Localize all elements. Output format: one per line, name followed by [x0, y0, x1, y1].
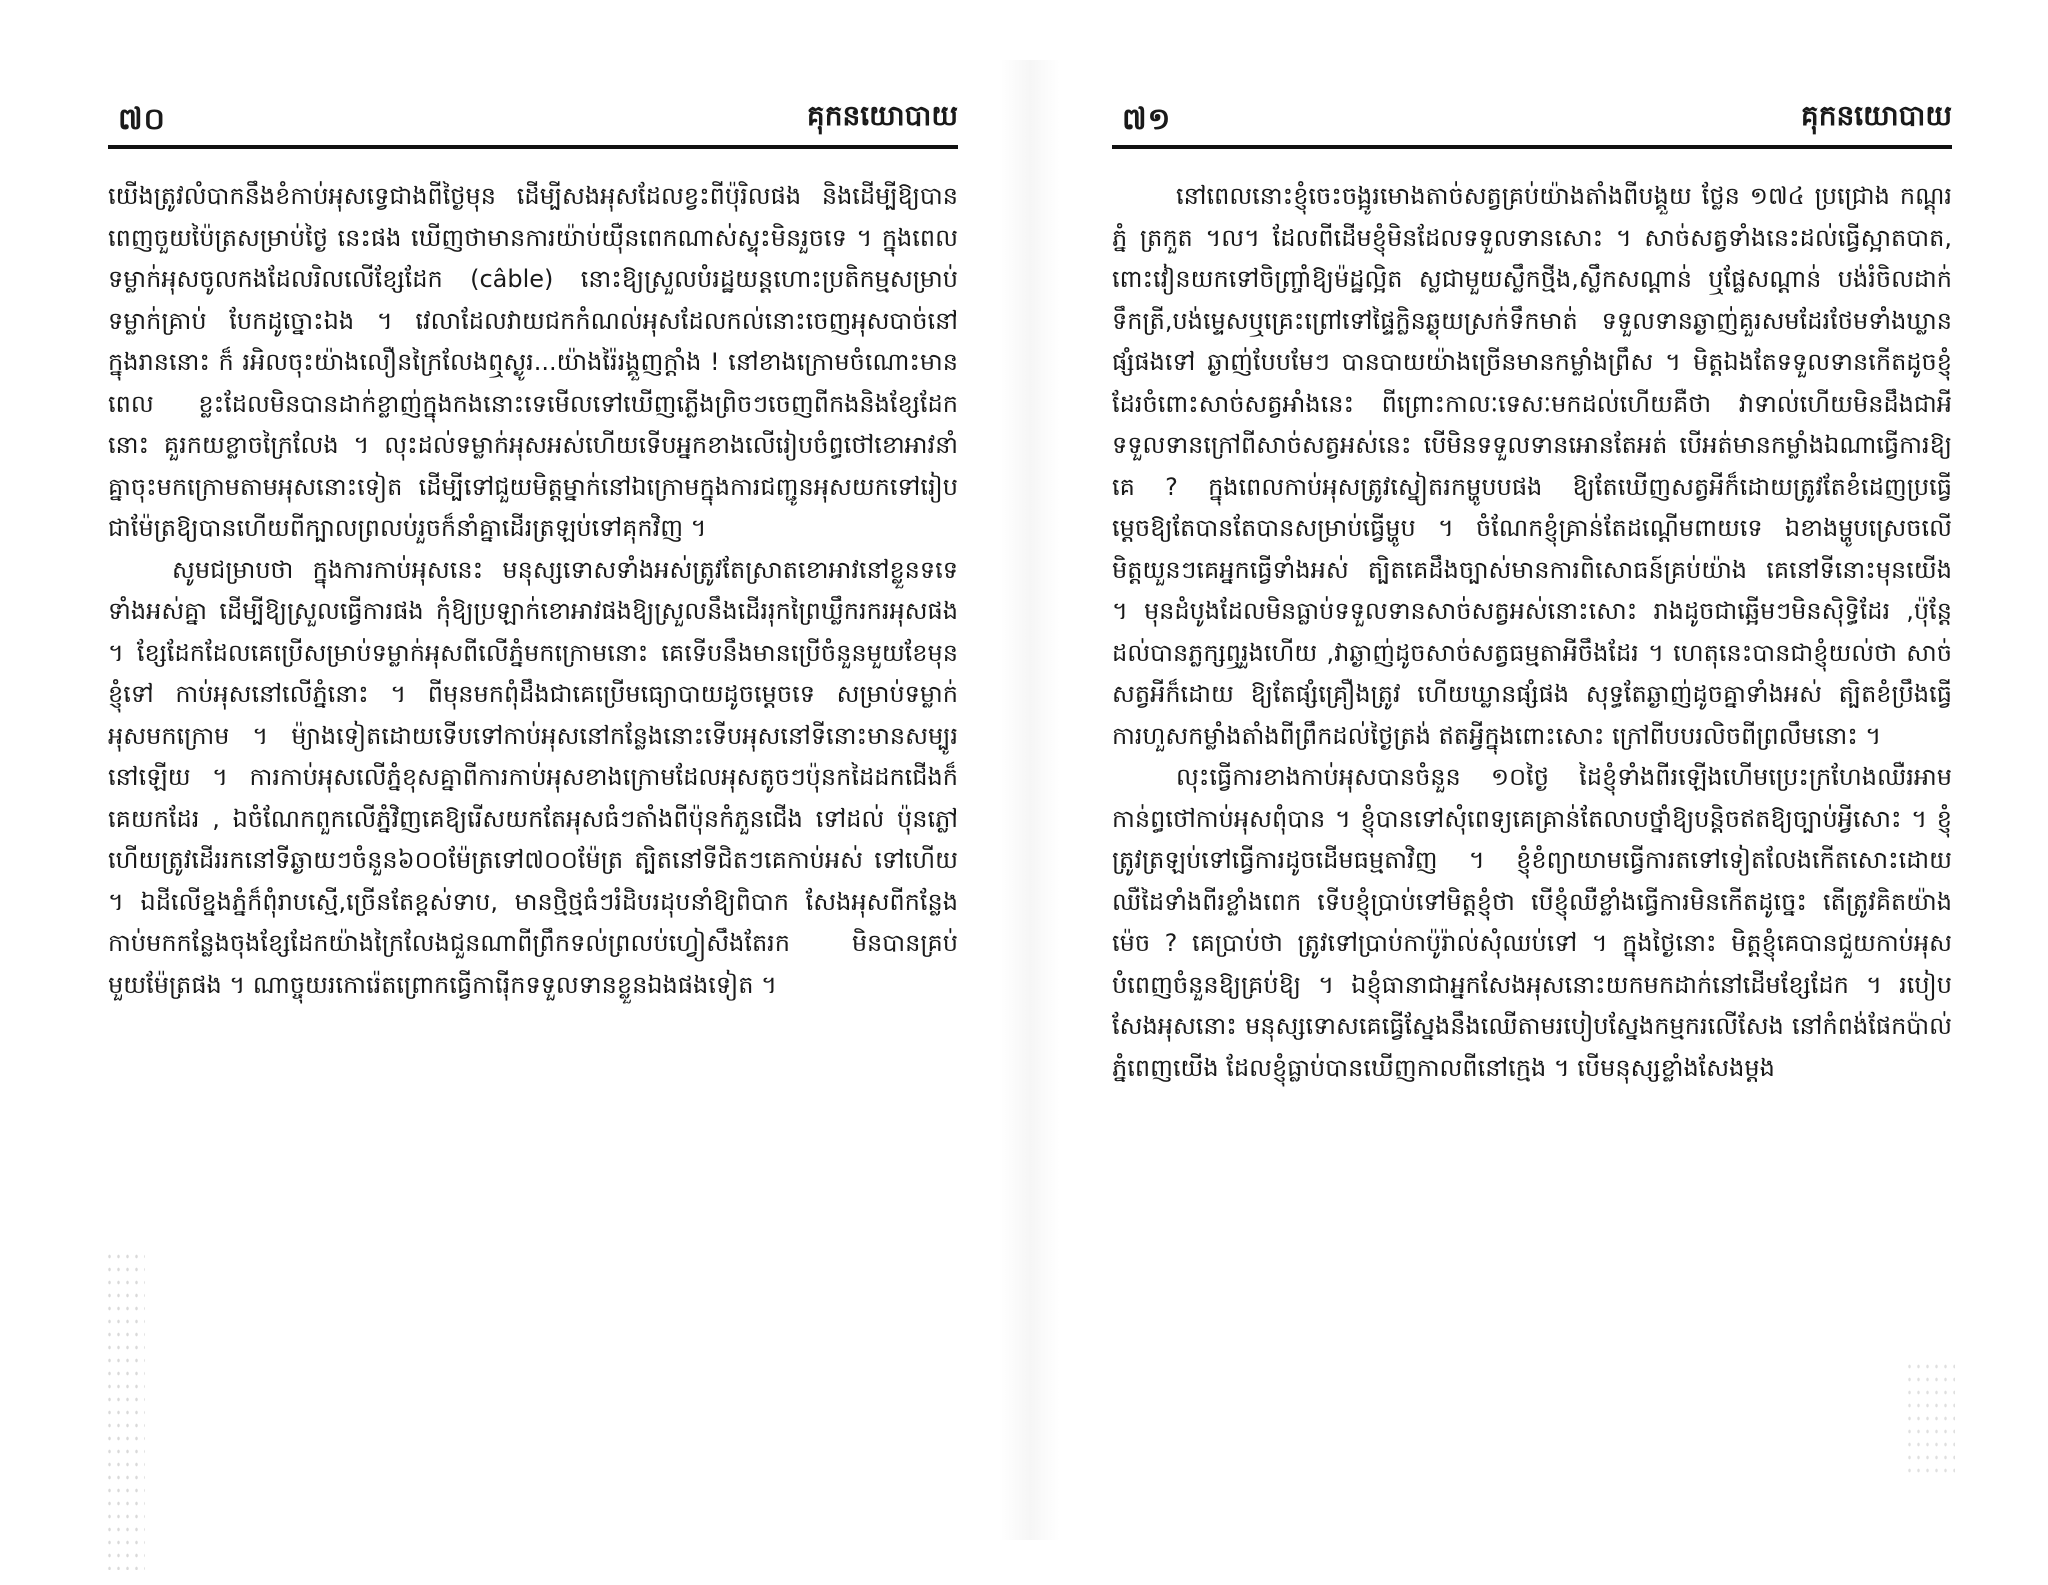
book-gutter	[1000, 60, 1060, 1540]
left-running-head	[108, 96, 958, 140]
scan-specks-right	[1905, 1360, 1955, 1480]
left-page	[108, 0, 958, 1585]
left-header-title: គុកនយោបាយ	[806, 99, 958, 132]
left-paragraph-1: យើងត្រូវលំបាកនឹងខំកាប់អុសទ្វេជាងពីថ្ងៃមុន ដើម្បីសងអុសដែលខ្វះពីប៉ុរិលផង និងដើម្បីឱ្យបានពេញចួយប៉ៃត្រសម្រាប់ថ្ងៃ នេះផង ឃើញថាមានការយ៉ាប់យ៉ឺនពេកណាស់ស្ទុះមិនរួចទេ ។ ក្នុងពេលទម្លាក់អុសចូលកងដែលរិលលើខ្សែដែក (câble) នោះឱ្យស្រួលបំរដ្ឋយន្តហោះប្រតិកម្មសម្រាប់ទម្លាក់គ្រាប់ បែកដូច្នោះឯង ។ វេលាដែលវាយជកកំណល់អុសដែលកល់នោះចេញអុសបាច់នៅក្នុងរាននោះ ក៏ រអិលចុះយ៉ាងលឿនក្រៃលែងឮស្ងូរ...យ៉ាងរ៉ៃរង្គួញក្តាំង ! នៅខាងក្រោមចំណោះមានពេល ខ្លះដែលមិនបានដាក់ខ្លាញ់ក្នុងកងនោះទេមើលទៅឃើញភ្លើងព្រិចៗចេញពីកងនិងខ្សែដែកនោះ គួរកយខ្លាចក្រៃលែង ។ លុះដល់ទម្លាក់អុសអស់ហើយទើបអ្នកខាងលើរៀបចំព្ធថៅខោអាវនាំគ្នាចុះមកក្រោមតាមអុសនោះទៀត ដើម្បីទៅជួយមិត្តម្នាក់នៅឯក្រោមក្នុងការជញ្ជូនអុសយកទៅរៀបជាម៉ែត្រឱ្យបានហើយពីក្បាលព្រលប់រួចក៏នាំគ្នាដើរត្រឡប់ទៅគុកវិញ ។	[108, 182, 958, 542]
right-header-title: គុកនយោបាយ	[1800, 99, 1952, 132]
left-body-text	[108, 176, 958, 1006]
right-body-text	[1112, 176, 1952, 1089]
right-page	[1112, 0, 1952, 1585]
right-header-rule	[1112, 145, 1952, 149]
right-paragraph-1: នៅពេលនោះខ្ញុំចេះចង្អូរមោងតាច់សត្វគ្រប់យ៉ាងតាំងពីបង្គួយ ថ្លែន ១៧៤ ប្រជ្រោង កណ្ដុរ ភ្នំ ត្រកួត ។ល។ ដែលពីដើមខ្ញុំមិនដែលទទួលទានសោះ ។ សាច់សត្វទាំងនេះដល់ធ្វើស្អាតបាត, ពោះវៀនយកទៅចិញ្ច្រាំឱ្យម៉ដ្ឋល្អិត ស្លជាមួយស្លឹកថ្មីង,ស្លឹកសណ្ដាន់ ឬផ្លែសណ្ដាន់ បង់រំចិលដាក់ទឹកត្រី,បង់ម្ទេសឬគ្រេះព្រៅទៅផ្ទៃក្លិនឆ្ងុយស្រក់ទឹកមាត់ ទទួលទានឆ្ងាញ់គួរសមដែរថែមទាំងឃ្លានផ្សំផងទៅ ឆ្ងាញ់បែបមែៗ បានបាយយ៉ាងច្រើនមានកម្លាំងព្រឹស ។ មិត្តឯងតែទទួលទានកើតដូចខ្ញុំដែរចំពោះសាច់សត្វអាំងនេះ ពីព្រោះកាលៈទេសៈមកដល់ហើយគឺថា វាទាល់ហើយមិនដឹងជាអីទទួលទានក្រៅពីសាច់សត្វអស់នេះ បើមិនទទួលទានអោនតែអត់ បើអត់មានកម្លាំងឯណាធ្វើការឱ្យគេ ? ក្នុងពេលកាប់អុសត្រូវស្នៀតរកម្ហូបបផង ឱ្យតែឃើញសត្វអីក៏ដោយត្រូវតែខំដេញប្រធ្វើម្ដេចឱ្យតែបានតែបានសម្រាប់ធ្វើម្ហូប ។ ចំណែកខ្ញុំគ្រាន់តែដណ្ដើមពាយទេ ឯខាងម្ហូបស្រេចលើមិត្តយួនៗគេអ្នកធ្វើទាំងអស់ ត្បិតគេដឹងច្បាស់មានការពិសោធន៍គ្រប់យ៉ាង គេនៅទីនោះមុនយើង ។ មុនដំបូងដែលមិនធ្លាប់ទទួលទានសាច់សត្វអស់នោះសោះ រាងដូចជាឆ្អើមៗមិនស៊ិទ្ធិដែរ ,ប៉ុន្ដែដល់បានភ្លក្សឮរួងហើយ ,វាឆ្ងាញ់ដូចសាច់សត្វធម្មតាអីចឹងដែរ ។ ហេតុនេះបានជាខ្ញុំយល់ថា សាច់សត្វអីក៏ដោយ ឱ្យតែផ្សំគ្រឿងត្រូវ ហើយឃ្លានផ្សំផង សុទ្ធតែឆ្ងាញ់ដូចគ្នាទាំងអស់ ត្បិតខំប្រឹងធ្វើការហួសកម្លាំងតាំងពីព្រឹកដល់ថ្ងៃត្រង់ ឥតអ្វីក្នុងពោះសោះ ក្រៅពីបបរលិចពីព្រលឹមនោះ ។	[1112, 182, 1952, 750]
left-paragraph-2: សូមជម្រាបថា ក្នុងការកាប់អុសនេះ មនុស្សទោសទាំងអស់ត្រូវតែស្រាតខោអាវនៅខ្លួនទទេទាំងអស់គ្នា ដើម្បីឱ្យស្រួលធ្វើការផង កុំឱ្យប្រឡាក់ខោអាវផងឱ្យស្រួលនឹងដើររុកព្រៃឃ្លឹករករអុសផង ។ ខ្សែដែកដែលគេប្រើសម្រាប់ទម្លាក់អុសពីលើភ្នំមកក្រោមនោះ គេទើបនឹងមានប្រើចំនួនមួយខែមុនខ្ញុំទៅ កាប់អុសនៅលើភ្នំនោះ ។ ពីមុនមកពុំដឹងជាគេប្រើមធ្យោបាយដូចម្ដេចទេ សម្រាប់ទម្លាក់អុសមកក្រោម ។ ម៉្យាងទៀតដោយទើបទៅកាប់អុសនៅកន្លែងនោះទើបអុសនៅទីនោះមានសម្បូរនៅឡើយ ។ ការកាប់អុសលើភ្នំខុសគ្នាពីការកាប់អុសខាងក្រោមដែលអុសតូចៗប៉ុនកដៃដកជើងក៏គេយកដែរ , ឯចំណែកពួកលើភ្នំវិញគេឱ្យរើសយកតែអុសធំៗតាំងពីប៉ុនកំភួនជើង ទៅដល់ ប៉ុនភ្លៅហើយត្រូវដើររកនៅទីឆ្ងាយៗចំនួន៦០០ម៉ែត្រទៅ៧០០ម៉ែត្រ ត្បិតនៅទីជិតៗគេកាប់អស់ ទៅហើយ ។ ឯដីលើខ្នងភ្នំក៏ពុំរាបស្មើ,ច្រើនតែខ្ពស់ទាប, មានថ្មិថ្មធំៗរំដិបរដុបនាំឱ្យពិបាក សែងអុសពីកន្លែងកាប់មកកន្លែងចុងខ្សែដែកយ៉ាងក្រៃលែងជួនណាពីព្រឹកទល់ព្រលប់ហ្វៀសឹងតែរក មិនបានគ្រប់មួយម៉ែត្រផង ។ ណាច្ចុយរកោរ៉េតព្រោកធ្វើការ៉ើកទទួលទានខ្លួនឯងផងទៀត ។	[108, 555, 958, 999]
right-page-number: ៧១	[1122, 102, 1172, 137]
scan-specks-left	[105, 1250, 145, 1570]
left-header-rule	[108, 145, 958, 149]
left-page-number: ៧០	[118, 102, 166, 137]
right-paragraph-2: លុះធ្វើការខាងកាប់អុសបានចំនួន ១០ថ្ងៃ ដៃខ្ញុំទាំងពីរឡើងហើមប្រេះក្រហែងឈឺរអាមកាន់ព្ធថៅកាប់អុសពុំបាន ។ ខ្ញុំបានទៅសុំពេទ្យគេគ្រាន់តែលាបថ្នាំឱ្យបន្ដិចឥតឱ្យច្បាប់អ្វីសោះ ។ ខ្ញុំត្រូវត្រឡប់ទៅធ្វើការដូចដើមធម្មតាវិញ ។ ខ្ញុំខំព្យាយាមធ្វើការតទៅទៀតលែងកើតសោះដោយឈឺដៃទាំងពីរខ្លាំងពេក ទើបខ្ញុំប្រាប់ទៅមិត្តខ្ញុំថា បើខ្ញុំឈឺខ្លាំងធ្វើការមិនកើតដូច្នេះ តើត្រូវគិតយ៉ាងម៉េច ? គេប្រាប់ថា ត្រូវទៅប្រាប់កាប៉ូរ៉ាល់សុំឈប់ទៅ ។ ក្នុងថ្ងៃនោះ មិត្តខ្ញុំគេបានជួយកាប់អុសបំពេញចំនួនឱ្យគ្រប់ឱ្យ ។ ឯខ្ញុំធានាជាអ្នកសែងអុសនោះយកមកដាក់នៅដើមខ្សែដែក ។ របៀបសែងអុសនោះ មនុស្សទោសគេធ្វើស្នែងនឹងឈើតាមរបៀបស្នែងកម្មករលើសែង នៅកំពង់ផែកប៉ាល់ភ្នំពេញយើង ដែលខ្ញុំធ្លាប់បានឃើញកាលពីនៅក្មេង ។ បើមនុស្សខ្លាំងសែងម្ដង	[1112, 763, 1952, 1082]
right-running-head	[1112, 96, 1952, 140]
